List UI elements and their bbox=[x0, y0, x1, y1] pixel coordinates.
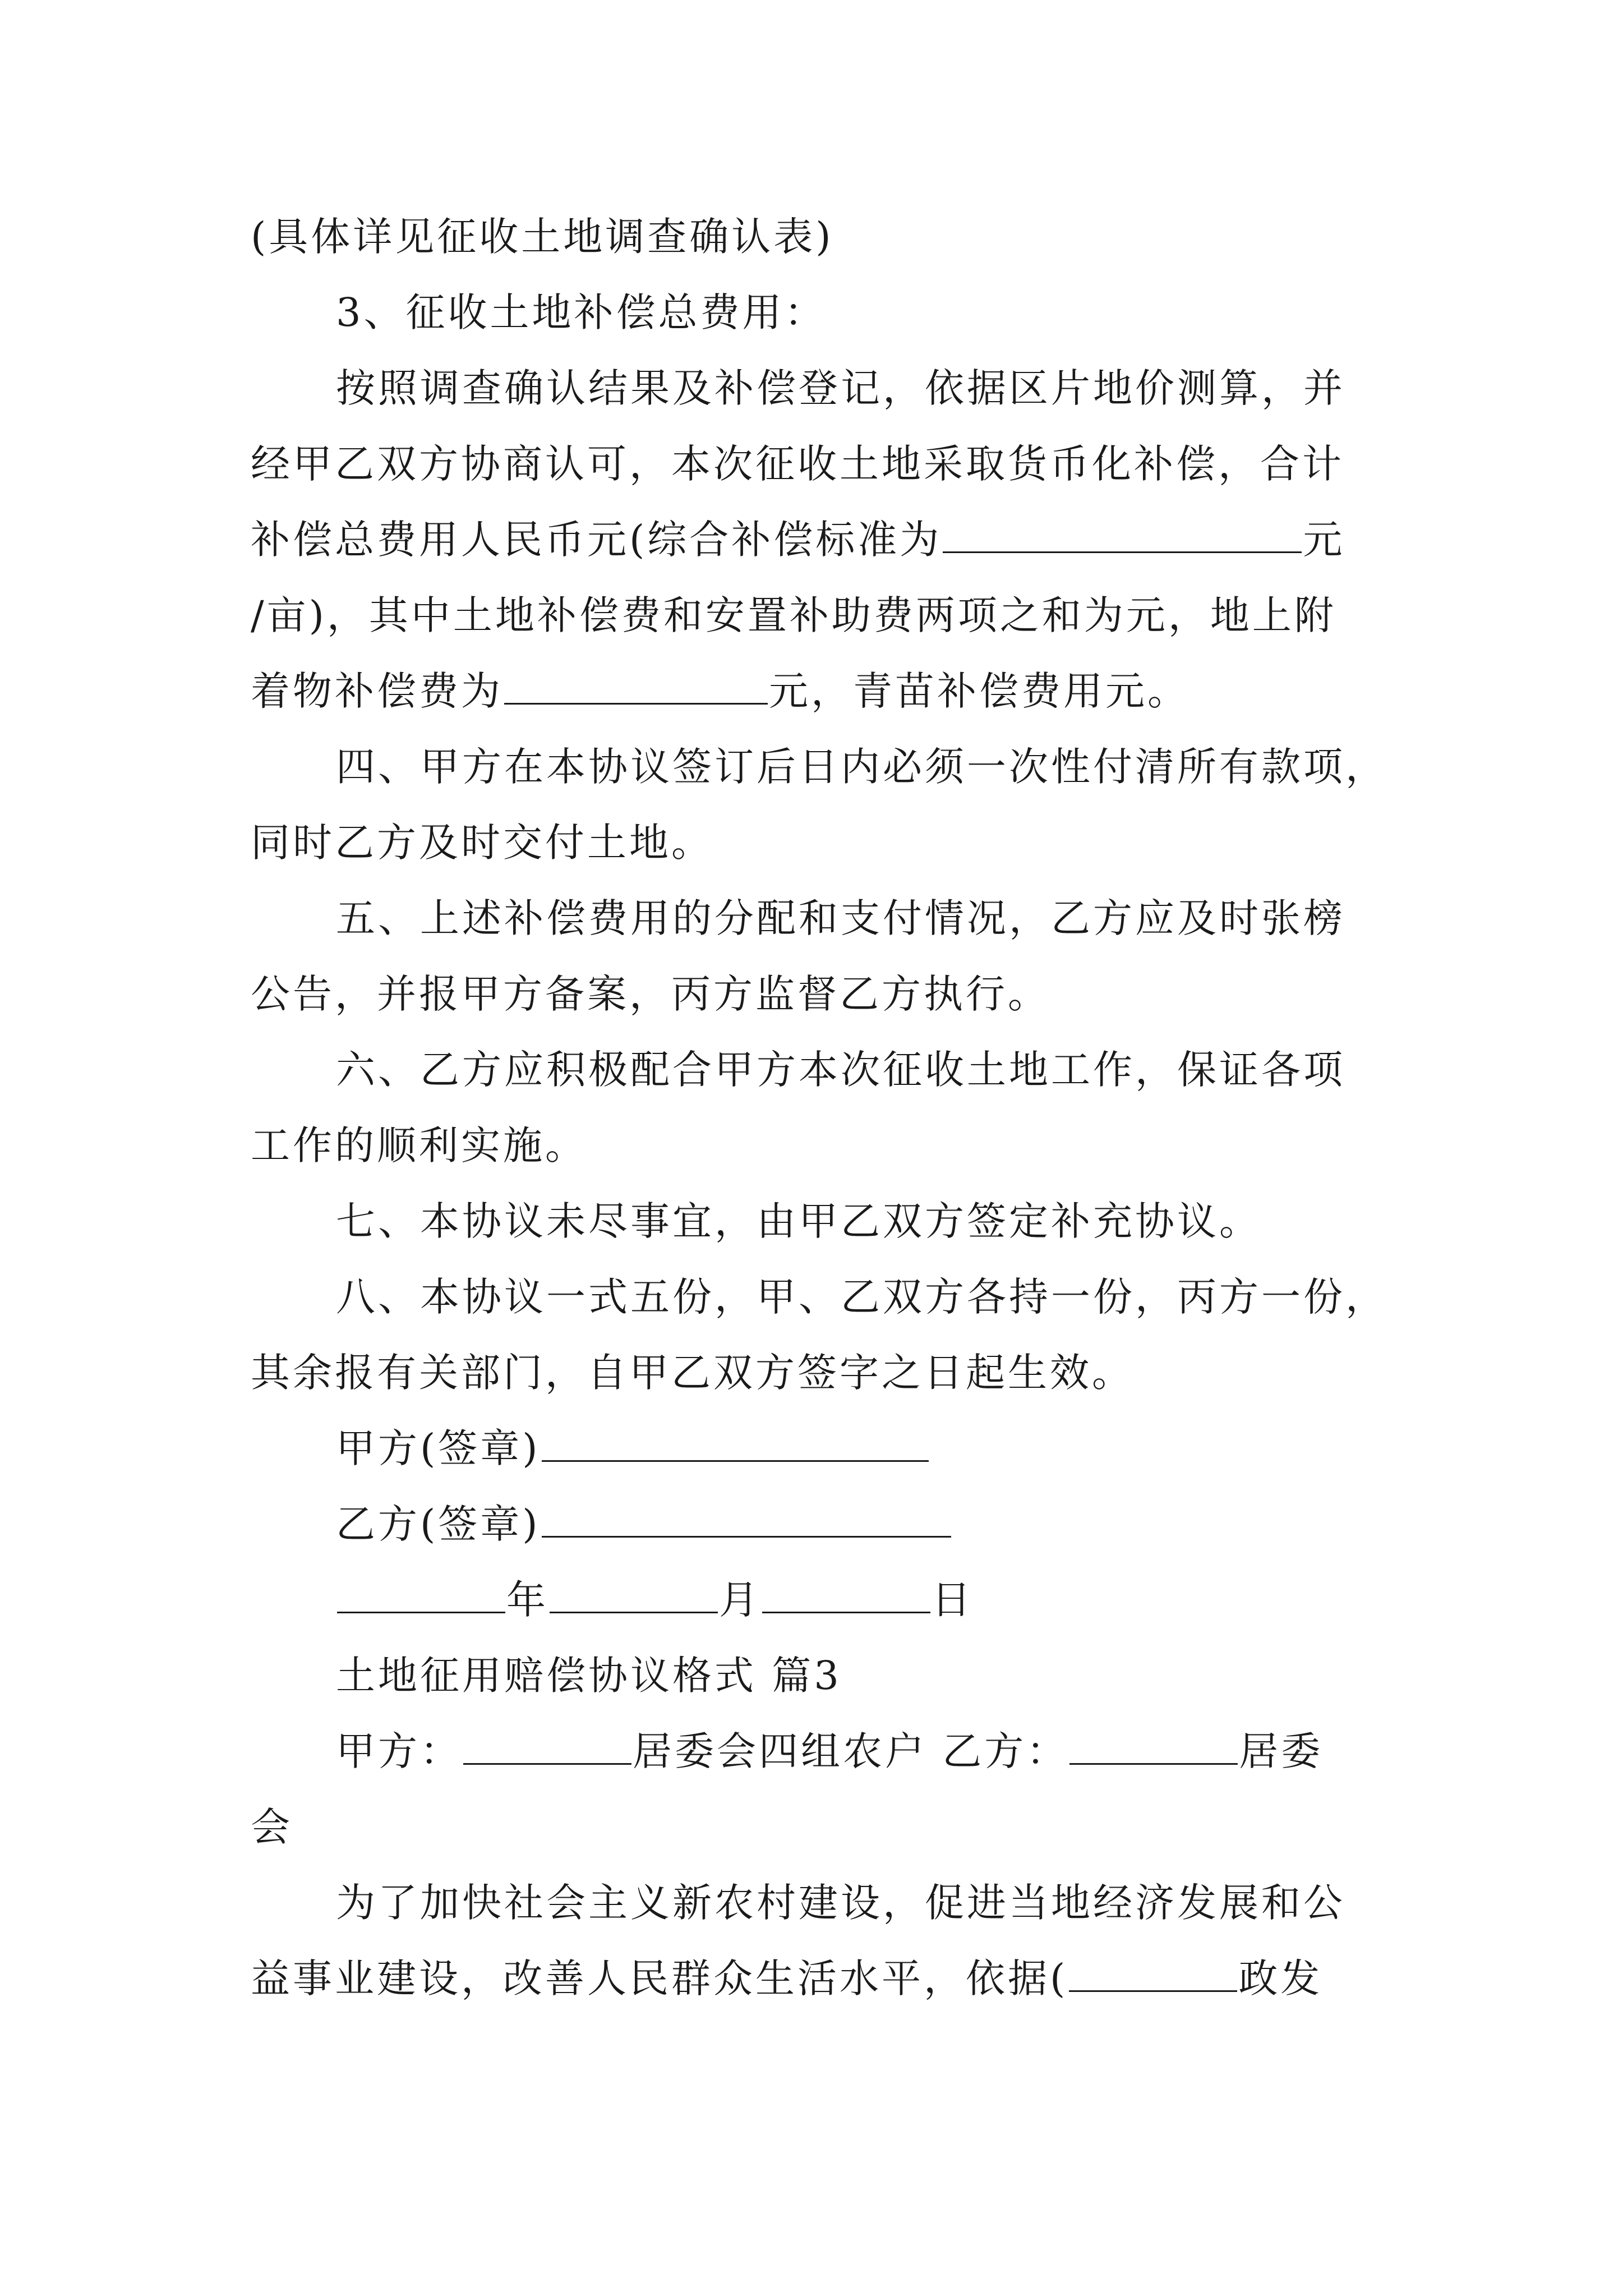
paragraph-line bbox=[251, 663, 1189, 719]
text: (具体详见征收土地调查确认表) bbox=[251, 214, 834, 260]
text: 日 bbox=[932, 1577, 974, 1623]
text: 补偿总费用人民币元(综合补偿标准为 bbox=[251, 517, 942, 563]
paragraph-line bbox=[251, 1950, 1322, 2007]
paragraph-line bbox=[336, 890, 1345, 946]
text: 七、本协议未尽事宜，由甲乙双方签定补充协议。 bbox=[336, 1198, 1261, 1244]
text: 六、乙方应积极配合甲方本次征收土地工作，保证各项 bbox=[336, 1047, 1345, 1093]
text: 3、征收土地补偿总费用： bbox=[336, 289, 827, 335]
text: 五、上述补偿费用的分配和支付情况，乙方应及时张榜 bbox=[336, 895, 1345, 941]
text: 为了加快社会主义新农村建设，促进当地经济发展和公 bbox=[336, 1880, 1345, 1926]
month-blank bbox=[550, 1576, 718, 1613]
date-line bbox=[336, 1572, 974, 1628]
paragraph-line bbox=[251, 1117, 587, 1174]
day-blank bbox=[762, 1576, 930, 1613]
text: 元，青苗补偿费用元。 bbox=[769, 668, 1189, 714]
text: 年 bbox=[506, 1577, 548, 1623]
section-heading bbox=[336, 284, 827, 341]
paragraph-line bbox=[251, 1345, 1134, 1401]
party-a-signature-line bbox=[336, 1420, 930, 1476]
fill-in-blank bbox=[504, 667, 768, 705]
party-b-signature-line bbox=[336, 1496, 952, 1552]
text: 公告，并报甲方备案，丙方监督乙方执行。 bbox=[251, 971, 1050, 1017]
text: /亩)，其中土地补偿费和安置补助费两项之和为元，地上附 bbox=[251, 592, 1336, 638]
text: 着物补偿费为 bbox=[251, 668, 503, 714]
text: 政发 bbox=[1238, 1955, 1323, 2001]
text: 土地征用赔偿协议格式 篇3 bbox=[336, 1653, 842, 1699]
signature-blank bbox=[542, 1500, 951, 1538]
paragraph-line bbox=[251, 512, 1345, 568]
text: 乙方(签章) bbox=[336, 1501, 541, 1547]
text: 同时乙方及时交付土地。 bbox=[251, 820, 713, 866]
text: 甲方(签章) bbox=[336, 1425, 541, 1471]
paragraph-line bbox=[336, 1875, 1345, 1931]
paragraph-line bbox=[336, 360, 1345, 416]
parties-line bbox=[336, 1723, 1323, 1779]
paragraph-line bbox=[336, 1042, 1345, 1098]
paragraph-line bbox=[251, 209, 834, 265]
text: 经甲乙双方协商认可，本次征收土地采取货币化补偿，合计 bbox=[251, 441, 1344, 487]
fill-in-blank bbox=[463, 1727, 631, 1765]
text: 居委会四组农户 乙方： bbox=[633, 1728, 1069, 1774]
text: 会 bbox=[251, 1804, 293, 1850]
text: 工作的顺利实施。 bbox=[251, 1122, 587, 1168]
fill-in-blank bbox=[1069, 1954, 1237, 1992]
paragraph-line bbox=[251, 587, 1336, 643]
text: 元 bbox=[1303, 517, 1345, 563]
fill-in-blank bbox=[1069, 1727, 1238, 1765]
text: 其余报有关部门，自甲乙双方签字之日起生效。 bbox=[251, 1350, 1134, 1396]
signature-blank bbox=[542, 1424, 929, 1462]
year-blank bbox=[337, 1576, 505, 1613]
text: 四、甲方在本协议签订后日内必须一次性付清所有款项， bbox=[336, 744, 1387, 790]
paragraph-line bbox=[251, 1799, 293, 1855]
text: 居委 bbox=[1239, 1728, 1324, 1774]
paragraph-line bbox=[251, 815, 713, 871]
text: 按照调查确认结果及补偿登记，依据区片地价测算，并 bbox=[336, 365, 1345, 411]
paragraph-line bbox=[251, 966, 1050, 1022]
text: 月 bbox=[719, 1577, 761, 1623]
text: 甲方： bbox=[336, 1728, 462, 1774]
text: 八、本协议一式五份，甲、乙双方各持一份，丙方一份， bbox=[336, 1274, 1387, 1320]
paragraph-line bbox=[336, 1193, 1261, 1249]
fill-in-blank bbox=[943, 516, 1302, 553]
paragraph-line bbox=[336, 739, 1387, 795]
paragraph-line bbox=[336, 1269, 1387, 1325]
section-title bbox=[336, 1648, 842, 1704]
text: 益事业建设，改善人民群众生活水平，依据( bbox=[251, 1955, 1068, 2001]
paragraph-line bbox=[251, 436, 1344, 492]
